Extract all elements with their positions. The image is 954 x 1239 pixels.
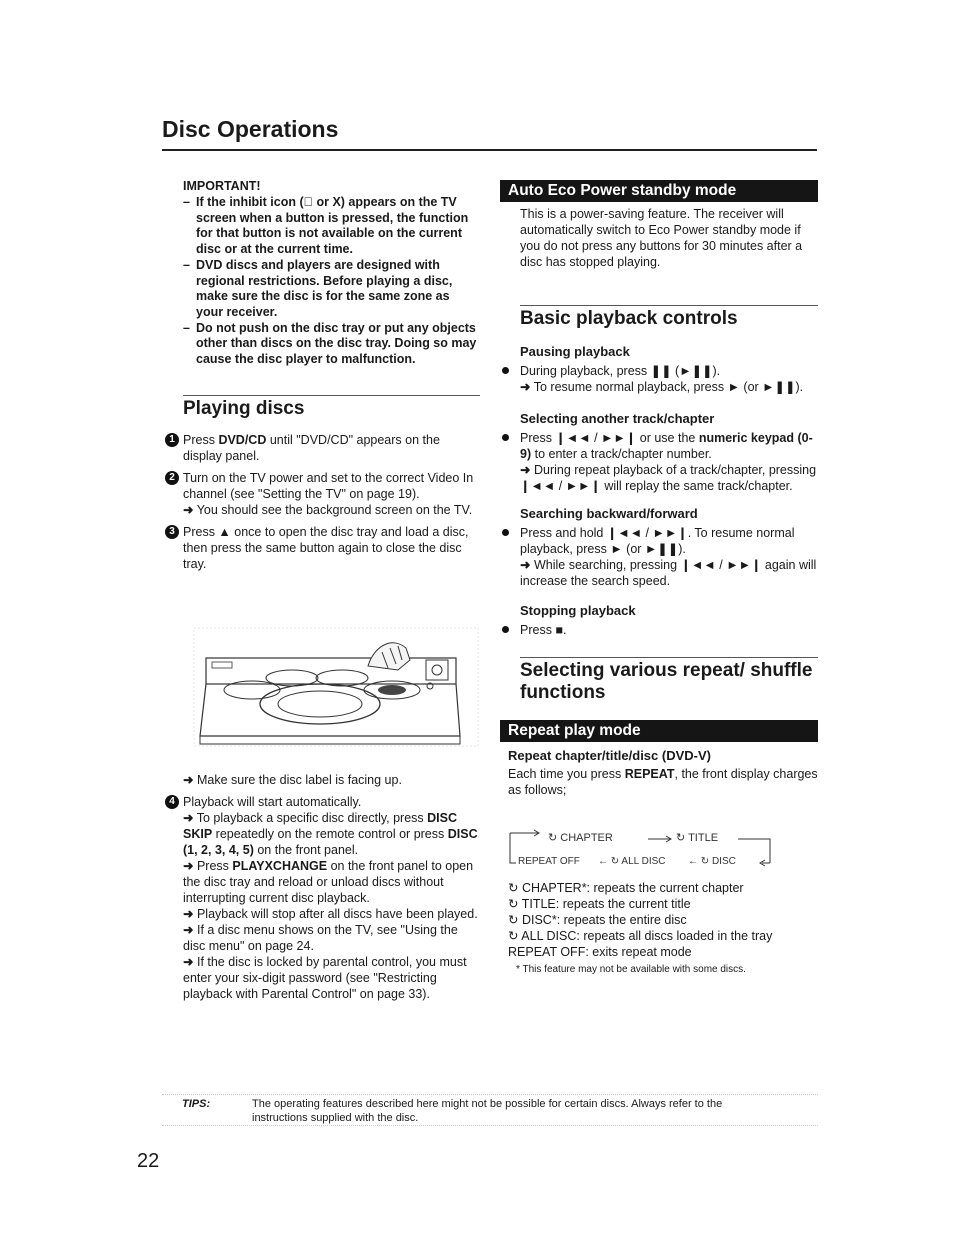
bullet-icon: [502, 529, 509, 536]
arrow-icon: ➜: [183, 773, 194, 787]
diag-chapter-label: ↻ CHAPTER: [548, 832, 613, 844]
stop-item: Press ■.: [500, 622, 818, 638]
arrow-icon: ➜: [183, 859, 194, 873]
arrow-icon: ➜: [183, 811, 194, 825]
tips-label: TIPS:: [182, 1098, 211, 1110]
repeat-off-item: REPEAT OFF: exits repeat mode: [508, 945, 692, 959]
arrow-icon: ➜: [183, 502, 194, 517]
arrow-icon: ➜: [183, 955, 194, 969]
stop-heading: Stopping playback: [520, 603, 636, 618]
step-number: 1: [165, 433, 179, 447]
step-number: 2: [165, 471, 179, 485]
page-number: 22: [137, 1150, 160, 1172]
repeat-icon: ↻: [508, 897, 519, 911]
important-item: – If the inhibit icon (⃠ or X) appears on the TV screen when a button is pressed, the function for that button is not available on the current disc or at the current time.: [183, 195, 480, 258]
repeat-mode-item: ↻ CHAPTER*: repeats the current chapter: [508, 881, 744, 895]
left-column: [165, 178, 480, 572]
diag-all-label: ← ↻ ALL DISC: [598, 856, 666, 867]
diag-off-label: REPEAT OFF: [518, 856, 580, 867]
repeat-cycle-diagram: [508, 829, 778, 873]
eco-text: This is a power-saving feature. The receiver will automatically switch to Eco Power standby mode if you do not press any buttons for 30 minutes after a disc has stopped playing.: [520, 207, 803, 269]
select-track-heading: Selecting another track/chapter: [520, 411, 715, 426]
repeat-icon: ↻: [508, 881, 519, 895]
repeat-icon: ↻: [508, 929, 519, 943]
repeat-mode-list: [508, 880, 818, 978]
step-number: 3: [165, 525, 179, 539]
dvd-cd-key: DVD/CD: [218, 432, 267, 447]
important-title: IMPORTANT!: [183, 179, 261, 193]
repeat-icon: ↻: [508, 913, 519, 927]
step-1: 1 Press DVD/CD until "DVD/CD" appears on the display panel.: [165, 432, 480, 464]
important-item: – Do not push on the disc tray or put any objects other than discs on the disc tray. Doing so may cause the disc player to malfunction.: [183, 321, 480, 368]
search-heading: Searching backward/forward: [520, 506, 698, 521]
repeat-mode-item: ↻ ALL DISC: repeats all discs loaded in the tray: [508, 929, 773, 943]
step-number: 4: [165, 795, 179, 809]
repeat-icon: ↻: [700, 856, 710, 867]
page-title: Disc Operations: [162, 116, 339, 142]
repeat-chapter-heading: Repeat chapter/title/disc (DVD-V): [508, 748, 711, 763]
important-item: – DVD discs and players are designed with regional restrictions. Before playing a disc, make sure the disc is for the same zone as your receiver.: [183, 258, 480, 321]
repeat-intro: Each time you press REPEAT, the front display charges as follows;: [508, 767, 818, 797]
left-column-lower: ➜ Make sure the disc label is facing up. 4 Playback will start automatically. ➜ To playback a specific disc directly, press DISC SKIP repeatedly on the remote control or press DISC (1, 2, 3, 4, 5) on the front panel. ➜ Press PLAYXCHANGE on the front panel to open the disc tray and reload or unload discs without interrupting current disc playback. ➜ Playback will stop after all discs have been played. ➜ If a disc menu shows on the TV, see "Using the disc menu" on page 24. ➜ If the disc is locked by parental control, you must enter your six-digit password (see "Restricting playback with Parental Control" on page 33).: [165, 772, 480, 1002]
step-3: 3 Press ▲ once to open the disc tray and load a disc, then press the same button again to close the disc tray.: [165, 524, 480, 572]
diag-title-label: ↻ TITLE: [676, 832, 719, 844]
repeat-play-mode-band: Repeat play mode: [500, 720, 818, 742]
arrow-icon: ➜: [520, 558, 531, 572]
right-column: [500, 180, 818, 798]
bullet-icon: [502, 367, 509, 374]
tips-text: The operating features described here might not be possible for certain discs. Always refer to the instructions supplied with the disc.: [252, 1098, 723, 1124]
repeat-shuffle-heading: Selecting various repeat/ shuffle functions: [520, 660, 818, 706]
playing-discs-heading: Playing discs: [183, 398, 480, 422]
title-divider: [162, 149, 817, 151]
eco-standby-band: Auto Eco Power standby mode: [500, 180, 818, 202]
repeat-icon: ↻: [676, 832, 686, 844]
repeat-mode-item: ↻ TITLE: repeats the current title: [508, 897, 691, 911]
repeat-icon: ↻: [610, 856, 620, 867]
pausing-item: During playback, press ❚❚ (►❚❚). ➜ To resume normal playback, press ► (or ►❚❚).: [500, 363, 818, 395]
repeat-icon: ↻: [548, 832, 558, 844]
step-4: 4 Playback will start automatically. ➜ To playback a specific disc directly, press DISC SKIP repeatedly on the remote control or press DISC (1, 2, 3, 4, 5) on the front panel. ➜ Press PLAYXCHANGE on the front panel to open the disc tray and reload or unload discs without interrupting current disc playback. ➜ Playback will stop after all discs have been played. ➜ If a disc menu shows on the TV, see "Using the disc menu" on page 24. ➜ If the disc is locked by parental control, you must enter your six-digit password (see "Restricting playback with Parental Control" on page 33).: [165, 794, 480, 1002]
important-list: [183, 195, 480, 368]
bullet-icon: [502, 626, 509, 633]
arrow-icon: ➜: [183, 923, 194, 937]
basic-playback-heading: Basic playback controls: [520, 308, 818, 332]
disc-tray-illustration: [192, 626, 480, 748]
tips-box: [162, 1094, 818, 1126]
arrow-icon: ➜: [520, 463, 531, 477]
step-2: 2 Turn on the TV power and set to the correct Video In channel (see "Setting the TV" on page 19). ➜ You should see the background screen on the TV.: [165, 470, 480, 518]
repeat-mode-item: ↻ DISC*: repeats the entire disc: [508, 913, 687, 927]
arrow-icon: ➜: [183, 907, 194, 921]
bullet-icon: [502, 434, 509, 441]
search-item: Press and hold ❙◄◄ / ►►❙. To resume normal playback, press ► (or ►❚❚). ➜ While searching, pressing ❙◄◄ / ►►❙ again will increase the search speed.: [500, 525, 818, 589]
pausing-heading: Pausing playback: [520, 344, 630, 359]
select-track-item: Press ❙◄◄ / ►►❙ or use the numeric keypad (0-9) to enter a track/chapter number. ➜ During repeat playback of a track/chapter, pressing ❙◄◄ / ►►❙ will replay the same track/chapter.: [500, 430, 818, 494]
repeat-footnote: * This feature may not be available with some discs.: [516, 964, 746, 975]
arrow-icon: ➜: [520, 380, 531, 394]
diag-disc-label: ← ↻ DISC: [688, 856, 736, 867]
